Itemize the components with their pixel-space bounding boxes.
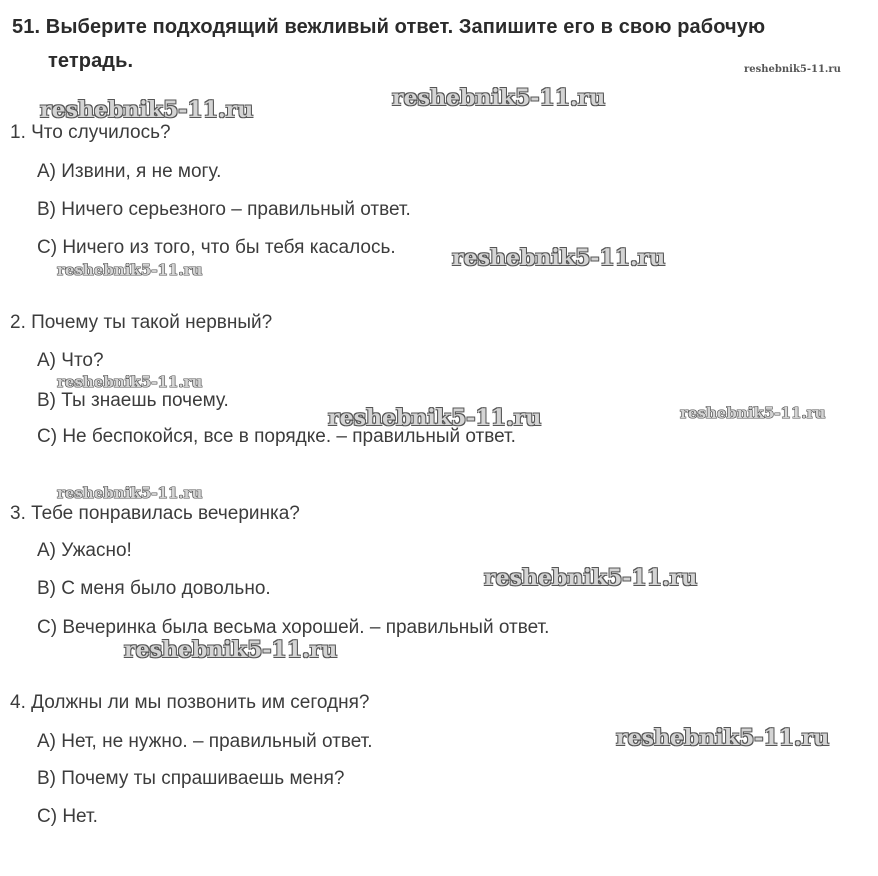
question-1: 1. Что случилось? (10, 122, 171, 143)
question-4-option-b: В) Почему ты спрашиваешь меня? (37, 768, 345, 789)
watermark: reshebnik5-11.ru (392, 85, 606, 111)
task-title-line2: тетрадь. (48, 50, 134, 72)
question-2: 2. Почему ты такой нервный? (10, 312, 273, 333)
question-1-option-b: В) Ничего серьезного – правильный ответ. (37, 199, 411, 220)
watermark: reshebnik5-11.ru (744, 64, 841, 75)
watermark: reshebnik5-11.ru (40, 97, 254, 123)
question-1-option-c: С) Ничего из того, что бы тебя касалось. (37, 237, 396, 258)
question-2-option-b: В) Ты знаешь почему. (37, 390, 229, 411)
question-3-option-a: А) Ужасно! (37, 540, 132, 561)
watermark: reshebnik5-11.ru (484, 565, 698, 591)
question-4-option-c: С) Нет. (37, 806, 98, 827)
watermark: reshebnik5-11.ru (680, 404, 826, 422)
question-3: 3. Тебе понравилась вечеринка? (10, 503, 300, 524)
watermark: reshebnik5-11.ru (124, 637, 338, 663)
watermark: reshebnik5-11.ru (57, 261, 203, 279)
watermark: reshebnik5-11.ru (57, 373, 203, 391)
task-number: 51. (12, 16, 41, 38)
question-3-option-b: В) С меня было довольно. (37, 578, 271, 599)
question-4: 4. Должны ли мы позвонить им сегодня? (10, 692, 370, 713)
task-title (12, 10, 872, 78)
watermark: reshebnik5-11.ru (452, 245, 666, 271)
question-3-option-c: С) Вечеринка была весьма хорошей. – правильный ответ. (37, 617, 550, 638)
question-2-option-a: А) Что? (37, 350, 104, 371)
watermark: reshebnik5-11.ru (616, 725, 830, 751)
question-2-option-c: С) Не беспокойся, все в порядке. – правильный ответ. (37, 426, 516, 447)
question-4-option-a: А) Нет, не нужно. – правильный ответ. (37, 731, 373, 752)
question-1-option-a: А) Извини, я не могу. (37, 161, 222, 182)
watermark: reshebnik5-11.ru (328, 405, 542, 431)
task-title-line1: Выберите подходящий вежливый ответ. Запишите его в свою рабочую (45, 16, 766, 38)
watermark: reshebnik5-11.ru (57, 484, 203, 502)
